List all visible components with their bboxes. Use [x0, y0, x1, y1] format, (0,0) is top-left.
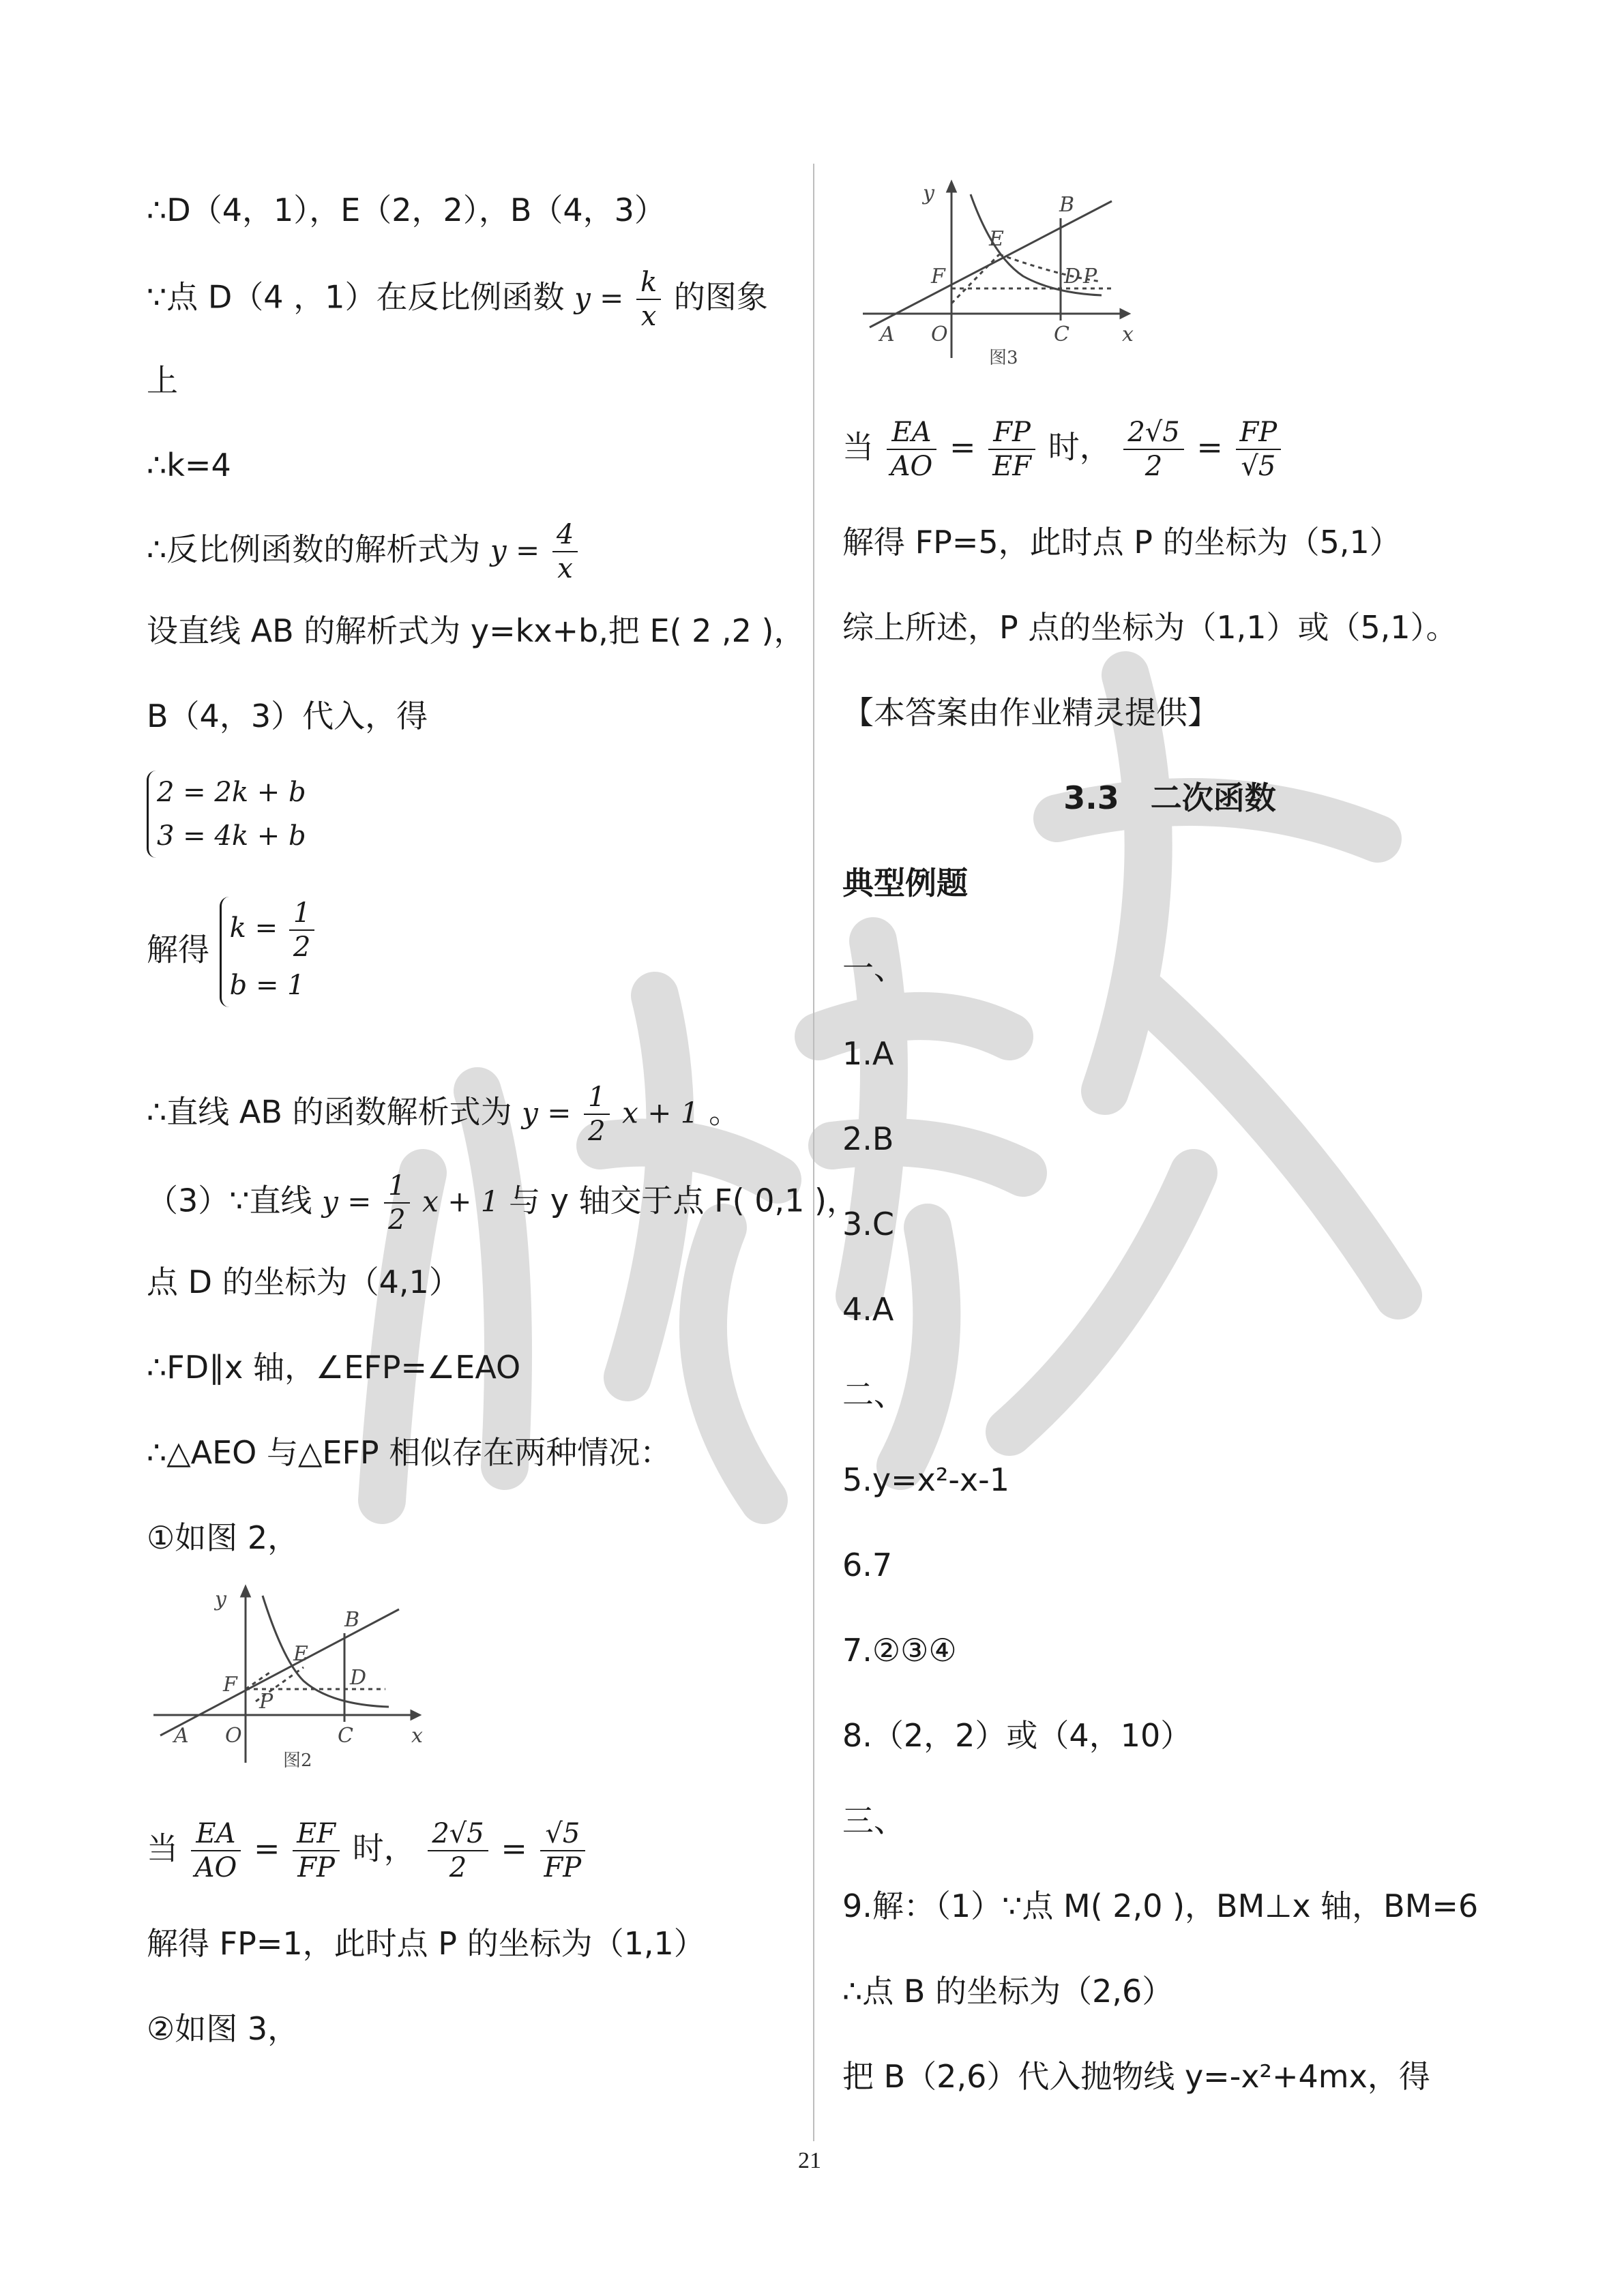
text-span: 。	[709, 1093, 741, 1131]
page-number: 21	[798, 2148, 821, 2173]
answer-line: 1.A	[842, 1035, 894, 1072]
fraction-numerator: EA	[887, 416, 937, 450]
fraction-denominator: 2	[293, 931, 311, 963]
fraction	[1236, 416, 1282, 483]
fraction	[887, 416, 937, 483]
point-label-p: P	[259, 1690, 274, 1714]
figure-caption: 图2	[283, 1750, 312, 1771]
text-span: 解得	[147, 931, 209, 968]
fraction-numerator: 1	[584, 1081, 609, 1115]
figure-3	[856, 174, 1142, 378]
fraction	[293, 1817, 340, 1884]
text-line: 【本答案由作业精灵提供】	[842, 694, 1219, 731]
point-label-b: B	[344, 1608, 360, 1632]
column-divider	[813, 164, 814, 2141]
point-label-a: A	[880, 323, 895, 346]
fraction-denominator: 2	[388, 1204, 406, 1236]
text-span: ∴直线 AB 的函数解析式为	[147, 1093, 512, 1131]
text-line: ②如图 3，	[147, 2010, 299, 2047]
answer-line: 8.（2，2）或（4，10）	[842, 1717, 1192, 1754]
point-label-f: F	[931, 265, 945, 288]
answer-line: 5.y=x²-x-1	[842, 1461, 1010, 1498]
math-equals: =	[1196, 428, 1223, 466]
axis-label-y: y	[215, 1587, 226, 1611]
fraction	[289, 897, 314, 964]
fraction-denominator: FP	[544, 1852, 582, 1883]
answer-line: 4.A	[842, 1291, 894, 1328]
math-equals: =	[949, 428, 976, 466]
text-span: ∵点 D（4 ，1）在反比例函数	[147, 278, 565, 316]
text-line: ∴k=4	[147, 447, 231, 483]
answer-line: 7.②③④	[842, 1632, 957, 1669]
fraction-denominator: AO	[890, 451, 933, 482]
fraction-denominator: 2	[449, 1852, 467, 1883]
system-brace	[147, 771, 306, 858]
math-eq: k =	[229, 912, 278, 944]
fraction-numerator: EA	[191, 1817, 241, 1851]
fraction-denominator: 2	[588, 1116, 606, 1147]
text-line: 一、	[842, 950, 905, 987]
fraction-numerator: 1	[384, 1169, 409, 1204]
text-line: 上	[147, 362, 178, 399]
system-row: b = 1	[229, 970, 305, 1001]
text-span: 时，	[1048, 428, 1111, 466]
fraction-numerator: 2√5	[1123, 416, 1183, 450]
point-label-o: O	[225, 1724, 242, 1748]
system-brace	[220, 897, 318, 1007]
fraction-numerator: FP	[1236, 416, 1282, 450]
fraction-denominator: 2	[1145, 451, 1163, 482]
fraction-numerator: 2√5	[428, 1817, 488, 1851]
subsection-heading: 典型例题	[842, 865, 968, 901]
math-eq: x + 1	[622, 1096, 699, 1130]
point-label-p: P	[1083, 265, 1097, 288]
axis-label-x: x	[1122, 323, 1134, 346]
answer-line: 6.7	[842, 1547, 893, 1583]
answer-line: 2.B	[842, 1120, 894, 1157]
fraction	[636, 266, 661, 333]
text-span: ∴反比例函数的解析式为	[147, 531, 481, 568]
text-span: 与 y 轴交于点 F( 0,1 )，	[509, 1182, 858, 1219]
text-line: ①如图 2，	[147, 1519, 299, 1556]
axis-label-x: x	[411, 1724, 423, 1748]
fraction-numerator: EF	[293, 1817, 340, 1851]
math-equals: =	[501, 1830, 527, 1867]
point-label-e: E	[293, 1642, 308, 1666]
text-line: 设直线 AB 的解析式为 y=kx+b,把 E( 2 ,2 )，	[147, 612, 806, 649]
system-row: 2 = 2k + b	[157, 777, 306, 808]
fraction-denominator: EF	[992, 451, 1032, 482]
section-heading: 3.3 二次函数	[1063, 779, 1276, 816]
fraction-numerator: 1	[289, 897, 314, 931]
system-row: 3 = 4k + b	[157, 820, 306, 852]
text-span: （3）∵直线	[147, 1182, 312, 1219]
text-line: 三、	[842, 1802, 905, 1839]
math-eq: y =	[490, 533, 540, 567]
fraction	[540, 1817, 586, 1884]
system-row	[230, 897, 318, 964]
point-label-a: A	[174, 1724, 189, 1748]
figure-caption: 图3	[989, 348, 1018, 368]
text-line	[147, 1817, 588, 1884]
math-eq: x + 1	[422, 1184, 499, 1219]
fraction	[191, 1817, 241, 1884]
equation-system	[147, 771, 306, 858]
fraction	[1123, 416, 1183, 483]
text-span: 时，	[352, 1830, 415, 1867]
fraction-denominator: FP	[297, 1852, 335, 1883]
fraction-denominator: √5	[1241, 451, 1276, 482]
text-line	[147, 266, 768, 333]
text-line: ∴D（4，1），E（2，2），B（4，3）	[147, 192, 666, 228]
fraction-numerator: 4	[552, 518, 578, 552]
fraction-denominator: AO	[194, 1852, 237, 1883]
fraction-numerator: √5	[540, 1817, 586, 1851]
text-span: 当	[842, 428, 874, 466]
text-line	[147, 1169, 858, 1236]
text-line: ∴点 B 的坐标为（2,6）	[842, 1973, 1174, 2010]
figure-2	[147, 1579, 433, 1783]
point-label-d: D	[1064, 265, 1081, 288]
math-eq: y =	[522, 1096, 572, 1130]
point-label-b: B	[1059, 193, 1075, 217]
text-line: 解得 FP=1，此时点 P 的坐标为（1,1）	[147, 1925, 705, 1962]
fraction-numerator: k	[636, 266, 661, 300]
point-label-e: E	[989, 227, 1004, 251]
fraction	[384, 1169, 409, 1236]
text-line: B（4，3）代入，得	[147, 698, 428, 734]
text-span: 当	[147, 1830, 178, 1867]
point-label-f: F	[223, 1673, 237, 1697]
fraction-denominator: x	[557, 553, 573, 584]
point-label-d: D	[350, 1666, 367, 1690]
text-line	[147, 1081, 740, 1148]
text-line: 9.解：（1）∵点 M( 2,0 )，BM⊥x 轴，BM=6	[842, 1888, 1479, 1924]
text-line: 综上所述，P 点的坐标为（1,1）或（5,1）。	[842, 609, 1458, 646]
text-line: 点 D 的坐标为（4,1）	[147, 1264, 460, 1300]
text-line: 二、	[842, 1376, 905, 1413]
fraction	[988, 416, 1035, 483]
point-label-c: C	[338, 1724, 353, 1748]
text-line: ∴△AEO 与△EFP 相似存在两种情况：	[147, 1434, 672, 1471]
point-label-c: C	[1054, 323, 1069, 346]
fraction	[552, 518, 578, 585]
text-line: 解得 FP=5，此时点 P 的坐标为（5,1）	[842, 524, 1401, 561]
text-line: ∴FD∥x 轴，∠EFP=∠EAO	[147, 1349, 521, 1386]
fraction-denominator: x	[640, 301, 657, 332]
fraction	[428, 1817, 488, 1884]
text-line	[147, 897, 317, 1007]
math-eq: y =	[322, 1184, 372, 1219]
fraction-numerator: FP	[988, 416, 1035, 450]
text-line	[842, 416, 1284, 483]
math-eq: y =	[574, 281, 624, 315]
text-span: 的图象	[673, 278, 768, 316]
fraction	[584, 1081, 609, 1148]
axis-label-y: y	[923, 181, 934, 205]
text-line: 把 B（2,6）代入抛物线 y=-x²+4mx，得	[842, 2058, 1430, 2095]
math-equals: =	[253, 1830, 280, 1867]
point-label-o: O	[931, 323, 948, 346]
answer-line: 3.C	[842, 1206, 895, 1242]
text-line	[147, 518, 580, 585]
